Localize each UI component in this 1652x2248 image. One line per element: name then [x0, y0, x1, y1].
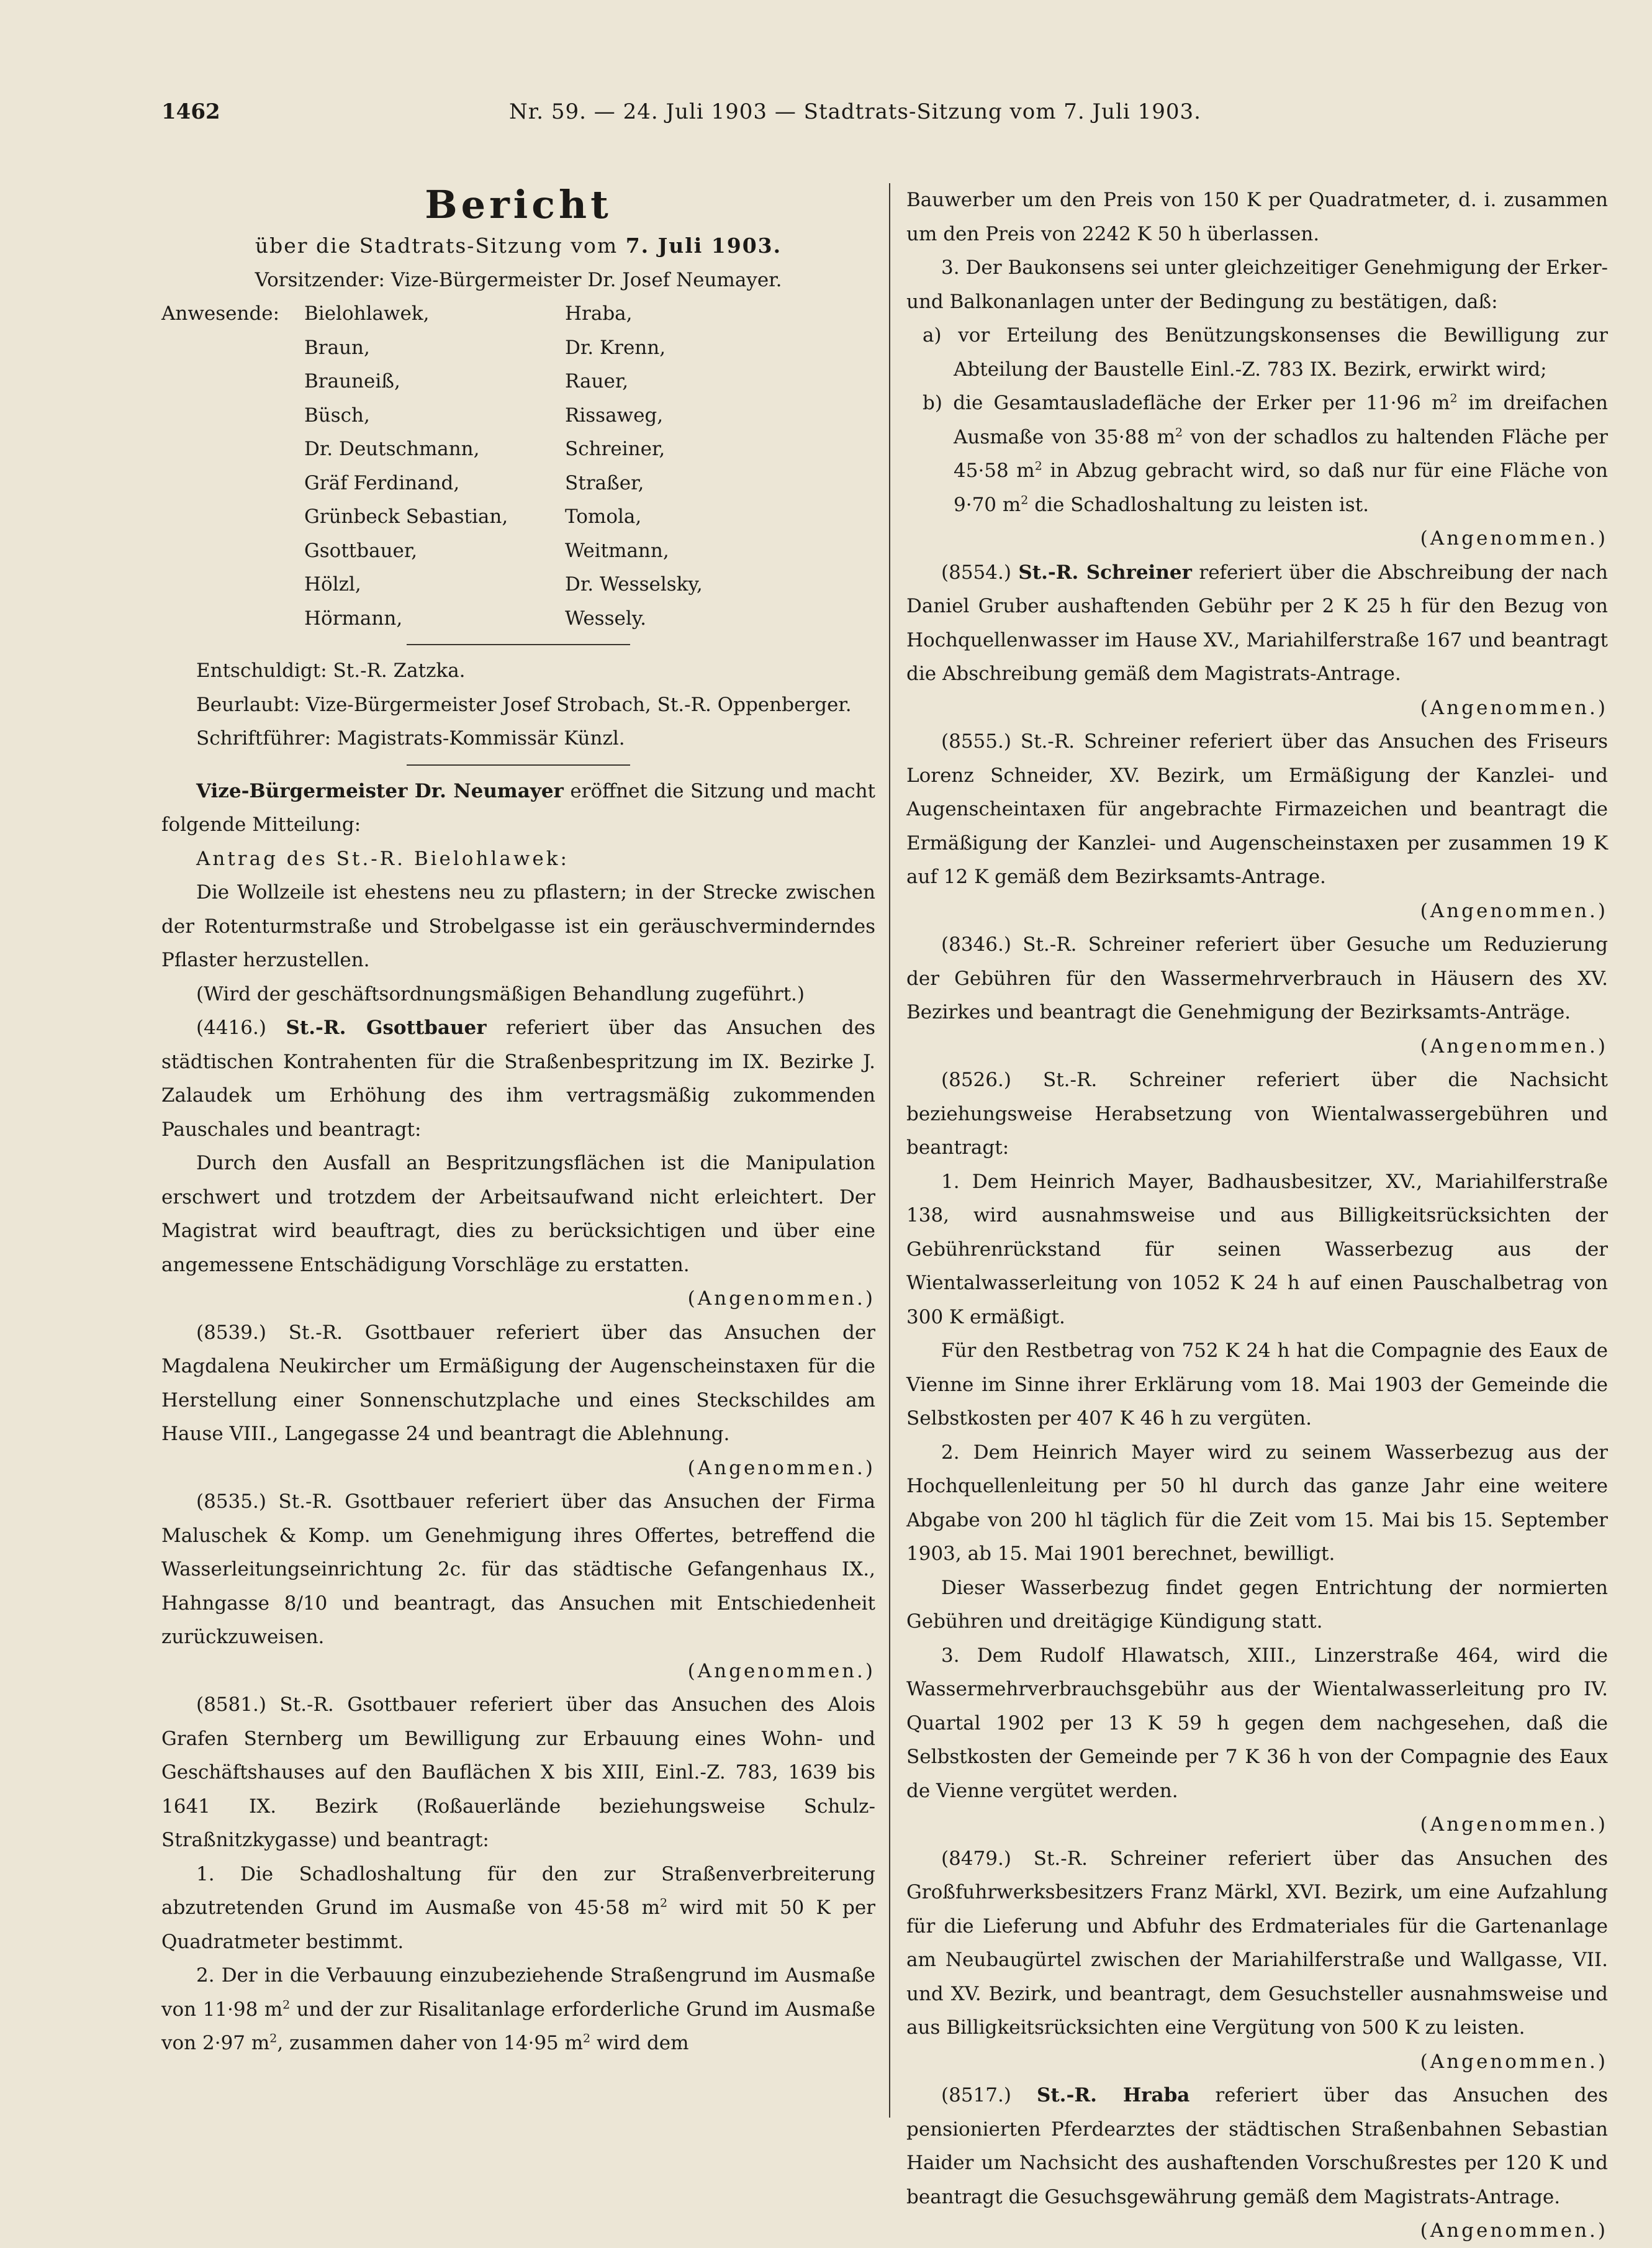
accepted-note: (Angenommen.): [1420, 1813, 1608, 1836]
attendee: Wessely.: [565, 607, 647, 630]
superscript: 2: [1175, 425, 1183, 440]
attendee: Dr. Deutschmann,: [304, 438, 480, 460]
item-8581-point-1: [161, 1857, 875, 1959]
subtitle-text: über die Stadtrats-Sitzung vom: [255, 233, 618, 258]
accepted-note: (Angenommen.): [687, 1287, 875, 1310]
accepted-note: (Angenommen.): [687, 1456, 875, 1479]
attendee: Hörmann,: [304, 607, 403, 630]
accepted-note: (Angenommen.): [1420, 696, 1608, 719]
superscript: 2: [1450, 391, 1458, 406]
item-8554: [906, 556, 1608, 691]
attendee: Hölzl,: [304, 573, 361, 596]
item-text: referiert über die Abschreibung der nach Daniel Gruber aushaftenden Gebühr per 2 K 25 h für den Bezug von Hochquellenwasser im Hause XV., Mariahilferstraße 167 und beantragt die Abschreibung gemäß dem Magistrats-Antrage.: [906, 561, 1608, 685]
condition-text: b) die Gesamtausladefläche der Erker per 11·96 m: [923, 392, 1450, 414]
item-8526-point-1b: Für den Restbetrag von 752 K 24 h hat die Compagnie des Eaux de Vienne im Sinne ihrer Erklärung vom 18. Mai 1903 der Gemeinde die Selbstkosten per 407 K 46 h zu vergüten.: [906, 1339, 1608, 1430]
left-column: [161, 183, 875, 2060]
item-8526-point-2: 2. Dem Heinrich Mayer wird zu seinem Wasserbezug aus der Hochquellenleitung per 50 hl durch das ganze Jahr eine weitere Abgabe von 200 hl täglich für die Zeit vom 15. Mai bis 15. September 1903, ab 15. Mai 1901 berechnet, bewilligt.: [906, 1441, 1608, 1565]
continuation-text: Bauwerber um den Preis von 150 K per Quadratmeter, d. i. zusammen um den Preis von 2242 K 50 h überlassen.: [906, 189, 1608, 245]
item-8479: (8479.) St.-R. Schreiner referiert über das Ansuchen des Großfuhrwerksbesitzers Franz Märkl, XVI. Bezirk, um eine Aufzahlung für die Lieferung und Abfuhr des Erdmateriales für die Gartenanlage am Neubaugürtel zwischen der Mariahilferstraße und Wallgasse, VII. und XV. Bezirk, und beantragt, dem Gesuchsteller ausnahmsweise und aus Billigkeitsrücksichten eine Vergütung von 500 K zu leisten.: [906, 1847, 1608, 2039]
point-text: 1. Die Schadloshaltung für den zur Straßenverbreiterung abzutretenden Grund im Ausmaße von 45·58 m: [161, 1862, 875, 1919]
condition-text: im dreifachen Ausmaße von 35·88 m: [954, 392, 1608, 448]
attendee: Grünbeck Sebastian,: [304, 505, 508, 528]
attendee: Bielohlawek,: [304, 302, 430, 325]
subtitle-date: 7. Juli 1903.: [625, 233, 782, 258]
page-number: 1462: [161, 99, 220, 124]
attendee: Gräf Ferdinand,: [304, 471, 460, 494]
item-8581-point-3: 3. Der Baukonsens sei unter gleichzeitiger Genehmigung der Erker- und Balkonanlagen unter der Bedingung zu bestätigen, daß:: [906, 256, 1608, 313]
running-header: [161, 99, 1608, 137]
attendee: Rauer,: [565, 370, 629, 392]
item-4416-resolution: Durch den Ausfall an Bespritzungsflächen ist die Manipulation erschwert und trotzdem der Arbeitsaufwand nicht erleichtert. Der Magistrat wird beauftragt, dies zu berücksichtigen und über eine angemessene Entschädigung Vorschläge zu erstatten.: [161, 1152, 875, 1276]
item-8526-point-1: 1. Dem Heinrich Mayer, Badhausbesitzer, XV., Mariahilferstraße 138, wird ausnahmsweise und aus Billigkeitsrücksichten der Gebührenrückstand für seinen Wasserbezug aus der Wientalwasserleitung von 1052 K 24 h auf einen Pauschalbetrag von 300 K ermäßigt.: [906, 1170, 1608, 1328]
condition-a: a) vor Erteilung des Benützungskonsenses die Bewilligung zur Abteilung der Baustelle Einl.-Z. 783 IX. Bezirk, erwirkt wird;: [923, 324, 1608, 381]
accepted-note: (Angenommen.): [687, 1659, 875, 1682]
condition-text: von der schadlos zu haltenden Fläche per 45·58 m: [954, 425, 1609, 482]
attendee: Rissaweg,: [565, 404, 664, 427]
running-title: Nr. 59. — 24. Juli 1903 — Stadtrats-Sitzung vom 7. Juli 1903.: [509, 99, 1201, 124]
item-8535: (8535.) St.-R. Gsottbauer referiert über das Ansuchen der Firma Maluschek & Komp. um Genehmigung ihres Offertes, betreffend die Wasserleitungseinrichtung 2c. für das städtische Gefangenhaus IX., Hahngasse 8/10 und beantragt, das Ansuchen mit Entschiedenheit zurückzuweisen.: [161, 1490, 875, 1648]
accepted-note: (Angenommen.): [1420, 899, 1608, 922]
attendee: Tomola,: [565, 505, 642, 528]
motion-text: Die Wollzeile ist ehestens neu zu pflastern; in der Strecke zwischen der Rotenturmstraße und Strobelgasse ist ein geräuschverminderndes Pflaster herzustellen.: [161, 881, 875, 971]
condition-text: die Schadloshaltung zu leisten ist.: [1034, 493, 1370, 516]
opening-paragraph: [161, 774, 875, 842]
attendee: Gsottbauer,: [304, 539, 418, 562]
item-text: referiert über das Ansuchen des pensionierten Pferdearztes der städtischen Straßenbahnen Sebastian Haider um Nachsicht des aushaftenden Vorschußrestes per 120 K und beantragt die Gesuchsgewährung gemäß dem Magistrats-Antrage.: [906, 2084, 1608, 2208]
superscript: 2: [1034, 459, 1042, 473]
point-text: , zusammen daher von 14·95 m: [277, 2032, 584, 2054]
attendee: Weitmann,: [565, 539, 669, 562]
motion-referral: (Wird der geschäftsordnungsmäßigen Behandlung zugeführt.): [196, 982, 805, 1005]
leave-line: Beurlaubt: Vize-Bürgermeister Josef Strobach, St.-R. Oppenberger.: [196, 693, 852, 716]
section-rule: [407, 644, 630, 645]
attendees-list: [161, 297, 875, 635]
point-text: und der zur Risalitanlage erforderliche Grund im Ausmaße von 2·97 m: [161, 1998, 875, 2054]
chair-name: Vize-Bürgermeister Dr. Neumayer: [196, 779, 564, 802]
item-number: (8517.): [941, 2084, 1011, 2106]
item-8555: (8555.) St.-R. Schreiner referiert über das Ansuchen des Friseurs Lorenz Schneider, XV. Bezirk, um Ermäßigung der Kanzlei- und Augenscheintaxen für angebrachte Firmazeichen und beantragt die Ermäßigung der Kanzlei- und Augenscheinstaxen per zusammen 19 K auf 12 K gemäß dem Bezirksamts-Antrage.: [906, 730, 1608, 888]
motion-heading: Antrag des St.-R. Bielohlawek:: [196, 847, 569, 870]
point-text: wird dem: [596, 2032, 689, 2054]
item-8581-point-2: [161, 1959, 875, 2060]
accepted-note: (Angenommen.): [1420, 1035, 1608, 1058]
superscript: 2: [282, 1998, 291, 2012]
attendee: Dr. Wesselsky,: [565, 573, 703, 596]
secretary-line: Schriftführer: Magistrats-Kommissär Künzl.: [196, 727, 625, 750]
item-8526: (8526.) St.-R. Schreiner referiert über die Nachsicht beziehungsweise Herabsetzung von Wientalwassergebühren und beantragt:: [906, 1069, 1608, 1159]
attendee: Straßer,: [565, 471, 644, 494]
item-8526-point-2b: Dieser Wasserbezug findet gegen Entrichtung der normierten Gebühren und dreitägige Kündigung statt.: [906, 1576, 1608, 1633]
councillor-name: St.-R. Gsottbauer: [286, 1017, 487, 1039]
attendee: Dr. Krenn,: [565, 336, 666, 359]
item-number: (8554.): [941, 561, 1011, 584]
condition-text: in Abzug gebracht wird, so daß nur für eine Fläche von 9·70 m: [954, 460, 1608, 516]
section-rule: [407, 764, 630, 766]
item-4416: [161, 1011, 875, 1146]
accepted-note: (Angenommen.): [1420, 2050, 1608, 2073]
item-8581: (8581.) St.-R. Gsottbauer referiert über das Ansuchen des Alois Grafen Sternberg um Bewilligung zur Erbauung eines Wohn- und Geschäftshauses auf den Bauflächen X bis XIII, Einl.-Z. 783, 1639 bis 1641 IX. Bezirk (Roßauerlände beziehungsweise Schulz-Straßnitzkygasse) und beantragt:: [161, 1693, 875, 1851]
superscript: 2: [660, 1896, 668, 1910]
point-text: wird mit 50 K per Quadratmeter bestimmt.: [161, 1897, 875, 1953]
councillor-name: St.-R. Schreiner: [1018, 561, 1192, 584]
report-title: Bericht: [425, 182, 612, 227]
point-text: 2. Der in die Verbauung einzubeziehende Straßengrund im Ausmaße von 11·98 m: [161, 1964, 875, 2021]
item-8526-point-3: 3. Dem Rudolf Hlawatsch, XIII., Linzerstraße 464, wird die Wassermehrverbrauchsgebühr aus der Wientalwasserleitung pro IV. Quartal 1902 per 13 K 59 h gegen dem nachgesehen, daß die Selbstkosten der Gemeinde per 7 K 36 h von der Compagnie des Eaux de Vienne vergütet werden.: [906, 1644, 1608, 1802]
item-8539: (8539.) St.-R. Gsottbauer referiert über das Ansuchen der Magdalena Neukircher um Ermäßigung der Augenscheinstaxen für die Herstellung einer Sonnenschutzplache und eines Steckschildes am Hause VIII., Langegasse 24 und beantragt die Ablehnung.: [161, 1321, 875, 1445]
newspaper-page: [106, 87, 1652, 2242]
accepted-note: (Angenommen.): [1420, 527, 1608, 550]
accepted-note: (Angenommen.): [1420, 2219, 1608, 2242]
opening-text: eröffnet die Sitzung und macht folgende Mitteilung:: [161, 779, 875, 836]
item-8346: (8346.) St.-R. Schreiner referiert über Gesuche um Reduzierung der Gebühren für den Wassermehrverbrauch in Häusern des XV. Bezirkes und beantragt die Genehmigung der Bezirksamts-Anträge.: [906, 933, 1608, 1023]
attendee: Büsch,: [304, 404, 370, 427]
excused-line: Entschuldigt: St.-R. Zatzka.: [196, 659, 466, 682]
superscript: 2: [269, 2031, 278, 2046]
report-subtitle: [161, 229, 875, 263]
attendee: Hraba,: [565, 302, 633, 325]
column-divider: [889, 183, 890, 2118]
right-column: [906, 183, 1608, 2248]
superscript: 2: [1021, 493, 1029, 507]
item-number: (4416.): [196, 1017, 266, 1039]
chair-line: Vorsitzender: Vize-Bürgermeister Dr. Josef Neumayer.: [255, 268, 782, 291]
councillor-name: St.-R. Hraba: [1036, 2084, 1190, 2106]
attendee: Braun,: [304, 336, 370, 359]
item-8517: [906, 2078, 1608, 2214]
condition-b: [906, 386, 1608, 522]
item-text: referiert über das Ansuchen des städtischen Kontrahenten für die Straßenbespritzung im IX. Bezirke J. Zalaudek um Erhöhung des ihm vertragsmäßig zukommenden Pauschales und beantragt:: [161, 1017, 876, 1141]
attendees-label: Anwesende:: [161, 302, 280, 325]
attendee: Schreiner,: [565, 438, 666, 460]
attendee: Brauneiß,: [304, 370, 400, 392]
superscript: 2: [583, 2031, 591, 2046]
